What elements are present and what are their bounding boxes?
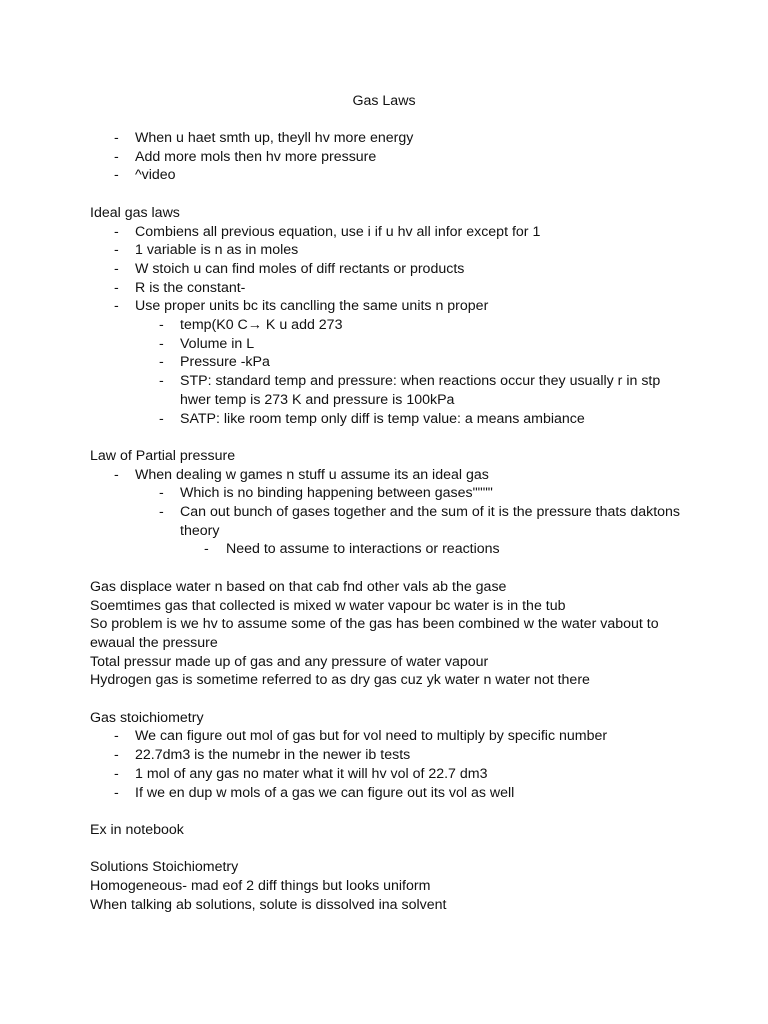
list-item: - 22.7dm3 is the numebr in the newer ib tests <box>114 747 411 764</box>
paragraph-line: Total pressur made up of gas and any pressure of water vapour <box>90 653 489 670</box>
bullet-dash: - <box>114 148 119 165</box>
spacer <box>90 428 690 447</box>
paragraph-line: ewaual the pressure <box>90 634 218 651</box>
paragraph-line: Gas displace water n based on that cab fnd other vals ab the gase <box>90 578 507 595</box>
list-item: - 1 mol of any gas no mater what it will hv vol of 22.7 dm3 <box>114 765 488 782</box>
sub-list-item: - Pressure -kPa <box>159 354 270 371</box>
bullet-dash: - <box>159 354 164 371</box>
bullet-dash: - <box>114 747 119 764</box>
sub-list-item: - SATP: like room temp only diff is temp value: a means ambiance <box>159 410 585 427</box>
list-item: - W stoich u can find moles of diff rectants or products <box>114 260 465 277</box>
sub-list-item: - Volume in L <box>159 335 255 352</box>
bullet-dash: - <box>114 130 119 146</box>
spacer <box>90 559 690 578</box>
list-item: - We can figure out mol of gas but for vol need to multiply by specific number <box>114 728 608 745</box>
bullet-dash: - <box>114 298 119 315</box>
spacer <box>90 802 690 821</box>
bullet-dash: - <box>159 485 164 502</box>
sub-sub-list-item: - Need to assume to interactions or reactions <box>204 541 500 558</box>
bullet-dash: - <box>159 410 164 427</box>
partial-pressure-list <box>90 466 690 560</box>
paragraph-line: When talking ab solutions, solute is dissolved ina solvent <box>90 896 447 913</box>
paragraph-line: So problem is we hv to assume some of the gas has been combined w the water vabout to <box>90 616 659 633</box>
bullet-dash: - <box>159 373 164 390</box>
bullet-dash: - <box>114 784 119 801</box>
spacer <box>90 690 690 709</box>
gas-stoichiometry-list <box>90 727 690 802</box>
intro-list <box>90 129 690 185</box>
sub-list-item: - Can out bunch of gases together and the sum of it is the pressure thats daktons theory <box>159 504 681 539</box>
spacer <box>90 840 690 859</box>
bullet-dash: - <box>114 765 119 782</box>
bullet-dash: - <box>114 223 119 240</box>
bullet-dash: - <box>159 504 164 521</box>
list-item: - 1 variable is n as in moles <box>114 242 299 259</box>
ideal-gas-list <box>90 223 690 429</box>
list-item: - R is the constant- <box>114 279 246 296</box>
bullet-dash: - <box>114 167 119 184</box>
bullet-dash: - <box>114 260 119 277</box>
bullet-dash: - <box>204 541 209 558</box>
list-item: - Use proper units bc its canclling the same units n proper <box>114 298 489 315</box>
bullet-dash: - <box>159 317 164 334</box>
section-heading-gas-stoichiometry: Gas stoichiometry <box>90 709 204 726</box>
list-item: - When dealing w games n stuff u assume its an ideal gas <box>114 466 489 483</box>
list-item: - ^video <box>114 167 176 184</box>
section-heading-partial-pressure: Law of Partial pressure <box>90 447 236 464</box>
bullet-dash: - <box>114 279 119 296</box>
bullet-dash: - <box>114 242 119 259</box>
sub-list-item: - Which is no binding happening between gases"""" <box>159 485 493 502</box>
sub-list-item: - STP: standard temp and pressure: when reactions occur they usually r in stp hwer temp is 273 K and pressure is 100kPa <box>159 373 661 408</box>
spacer <box>90 185 690 204</box>
list-item: - When u haet smth up, theyll hv more energy <box>114 130 414 146</box>
paragraph-line: Homogeneous- mad eof 2 diff things but looks uniform <box>90 878 431 895</box>
section-heading-solutions: Solutions Stoichiometry <box>90 859 239 876</box>
document-body <box>90 129 690 914</box>
list-item: - Add more mols then hv more pressure <box>114 148 377 165</box>
sub-list-item: - temp(K0 C→ K u add 273 <box>159 317 343 334</box>
bullet-dash: - <box>114 466 119 483</box>
list-item: - Combiens all previous equation, use i if u hv all infor except for 1 <box>114 223 541 240</box>
paragraph-line: Hydrogen gas is sometime referred to as dry gas cuz yk water n water not there <box>90 672 590 689</box>
water-displacement-paragraph <box>90 578 690 690</box>
section-heading-ideal-gas-laws: Ideal gas laws <box>90 204 180 221</box>
bullet-dash: - <box>114 728 119 745</box>
document-title: Gas Laws <box>352 93 416 109</box>
list-item: - If we en dup w mols of a gas we can figure out its vol as well <box>114 784 515 801</box>
paragraph-line: Soemtimes gas that collected is mixed w water vapour bc water is in the tub <box>90 597 566 614</box>
example-note: Ex in notebook <box>90 821 184 838</box>
bullet-dash: - <box>159 335 164 352</box>
